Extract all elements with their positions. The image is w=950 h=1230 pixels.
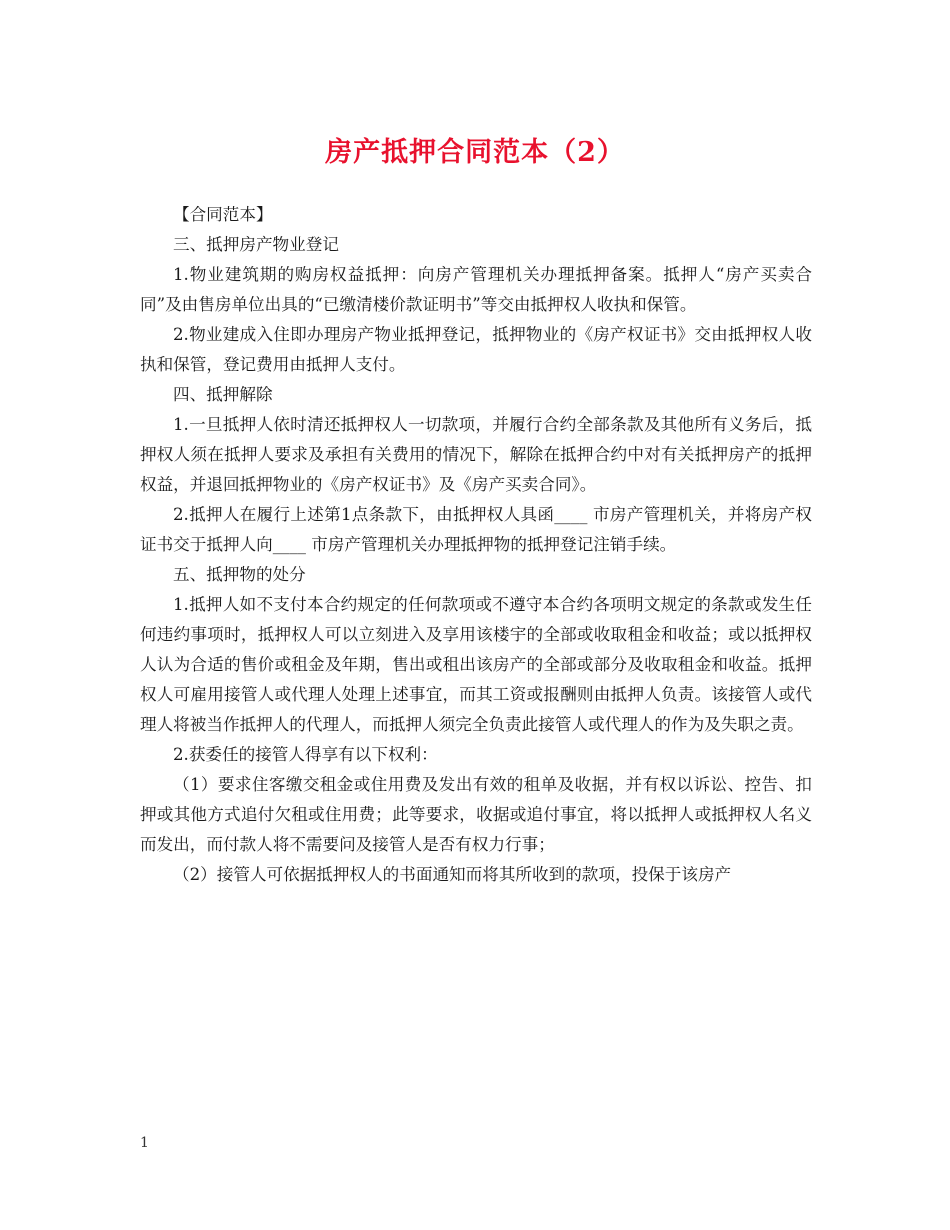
section-heading: 五、抵押物的处分 xyxy=(173,565,306,584)
page-number: 1 xyxy=(140,1135,149,1151)
paragraph: 2.物业建成入住即办理房产物业抵押登记，抵押物业的《房产权证书》交由抵押权人收执和保管，登记费用由抵押人支付。 xyxy=(140,325,812,374)
section-label: 【合同范本】 xyxy=(173,205,273,224)
section-heading: 四、抵押解除 xyxy=(173,385,273,404)
section-heading: 三、抵押房产物业登记 xyxy=(173,235,339,254)
sub-paragraph: （2）接管人可依据抵押权人的书面通知而将其所收到的款项，投保于该房产 xyxy=(173,865,732,884)
paragraph: 1.抵押人如不支付本合约规定的任何款项或不遵守本合约各项明文规定的条款或发生任何违约事项时，抵押权人可以立刻进入及享用该楼宇的全部或收取租金和收益；或以抵押权人认为合适的售价或租金及年期，售出或租出该房产的全部或部分及收取租金和收益。抵押权人可雇用接管人或代理人处理上述事宜，而其工资或报酬则由抵押人负责。该接管人或代理人将被当作抵押人的代理人，而抵押人须完全负责此接管人或代理人的作为及失职之责。 xyxy=(140,595,812,734)
document-title: 房产抵押合同范本（2） xyxy=(325,137,625,168)
paragraph: 1.物业建筑期的购房权益抵押：向房产管理机关办理抵押备案。抵押人“房产买卖合同”及由售房单位出具的“已缴清楼价款证明书”等交由抵押权人收执和保管。 xyxy=(140,265,812,314)
document-body xyxy=(140,200,812,890)
paragraph: 1.一旦抵押人依时清还抵押权人一切款项，并履行合约全部条款及其他所有义务后，抵押权人须在抵押人要求及承担有关费用的情况下，解除在抵押合约中对有关抵押房产的抵押权益，并退回抵押物业的《房产权证书》及《房产买卖合同》。 xyxy=(140,415,812,494)
sub-paragraph: （1）要求住客缴交租金或住用费及发出有效的租单及收据，并有权以诉讼、控告、扣押或其他方式追付欠租或住用费；此等要求，收据或追付事宜，将以抵押人或抵押权人名义而发出，而付款人将不需要问及接管人是否有权力行事； xyxy=(140,775,812,854)
paragraph: 2.获委任的接管人得享有以下权利： xyxy=(173,745,438,764)
paragraph: 2.抵押人在履行上述第1点条款下，由抵押权人具函____ 市房产管理机关，并将房产权证书交于抵押人向____ 市房产管理机关办理抵押物的抵押登记注销手续。 xyxy=(140,505,812,554)
